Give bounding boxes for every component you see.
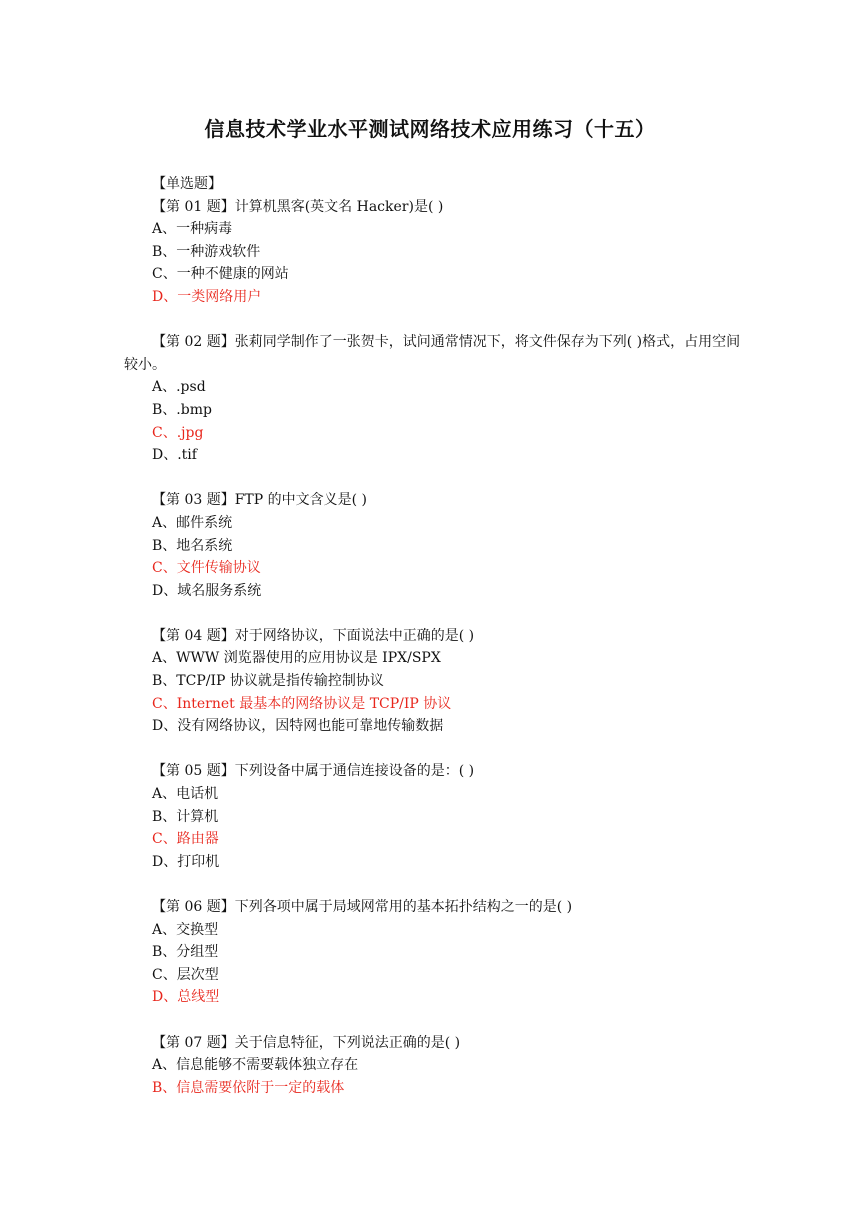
answer-option-correct: D、一类网络用户 xyxy=(152,288,262,305)
question-stem: 【第 03 题】FTP 的中文含义是( ) xyxy=(152,492,368,509)
answer-option: D、打印机 xyxy=(152,853,220,870)
answer-option-correct: C、.jpg xyxy=(152,424,204,441)
questions-container xyxy=(124,196,744,1100)
answer-option-correct: C、Internet 最基本的网络协议是 TCP/IP 协议 xyxy=(152,695,452,712)
answer-option-correct: D、总线型 xyxy=(152,989,220,1006)
answer-option: A、WWW 浏览器使用的应用协议是 IPX/SPX xyxy=(152,650,441,667)
answer-option: D、.tif xyxy=(152,447,197,464)
answer-option: B、一种游戏软件 xyxy=(152,243,261,260)
answer-option: A、信息能够不需要载体独立存在 xyxy=(152,1057,359,1074)
answer-option: C、一种不健康的网站 xyxy=(152,266,289,283)
answer-option: D、没有网络协议，因特网也能可靠地传输数据 xyxy=(152,718,444,735)
answer-option: A、电话机 xyxy=(152,786,219,803)
question-block xyxy=(124,331,744,467)
answer-option-correct: B、信息需要依附于一定的载体 xyxy=(152,1079,345,1096)
question-stem: 【第 01 题】计算机黑客(英文名 Hacker)是( ) xyxy=(152,198,444,215)
question-stem: 【第 07 题】关于信息特征，下列说法正确的是( ) xyxy=(152,1034,461,1051)
answer-option: B、TCP/IP 协议就是指传输控制协议 xyxy=(152,673,384,690)
answer-option: A、一种病毒 xyxy=(152,221,233,238)
question-block xyxy=(124,1032,744,1100)
answer-option: A、.psd xyxy=(152,379,206,396)
answer-option: B、.bmp xyxy=(152,401,212,418)
answer-option: B、计算机 xyxy=(152,808,219,825)
answer-option: D、域名服务系统 xyxy=(152,582,262,599)
question-list xyxy=(124,173,744,1122)
question-stem: 【第 05 题】下列设备中属于通信连接设备的是：( ) xyxy=(152,763,475,780)
question-block xyxy=(124,196,744,309)
answer-option: A、邮件系统 xyxy=(152,514,233,531)
answer-option: B、分组型 xyxy=(152,944,219,961)
answer-option: C、层次型 xyxy=(152,966,219,983)
question-block xyxy=(124,625,744,738)
question-block xyxy=(124,489,744,602)
answer-option-correct: C、路由器 xyxy=(152,831,219,848)
question-stem: 【第 02 题】张莉同学制作了一张贺卡，试问通常情况下，将文件保存为下列( )格式，占用空间较小。 xyxy=(124,334,741,373)
question-block xyxy=(124,896,744,1009)
question-stem: 【第 04 题】对于网络协议，下面说法中正确的是( ) xyxy=(152,627,475,644)
question-stem: 【第 06 题】下列各项中属于局域网常用的基本拓扑结构之一的是( ) xyxy=(152,899,573,915)
answer-option: A、交换型 xyxy=(152,921,219,938)
answer-option: B、地名系统 xyxy=(152,537,233,554)
section-label: 【单选题】 xyxy=(152,176,222,192)
document-title: 信息技术学业水平测试网络技术应用练习（十五） xyxy=(204,117,656,141)
answer-option-correct: C、文件传输协议 xyxy=(152,560,261,577)
question-block xyxy=(124,760,744,873)
